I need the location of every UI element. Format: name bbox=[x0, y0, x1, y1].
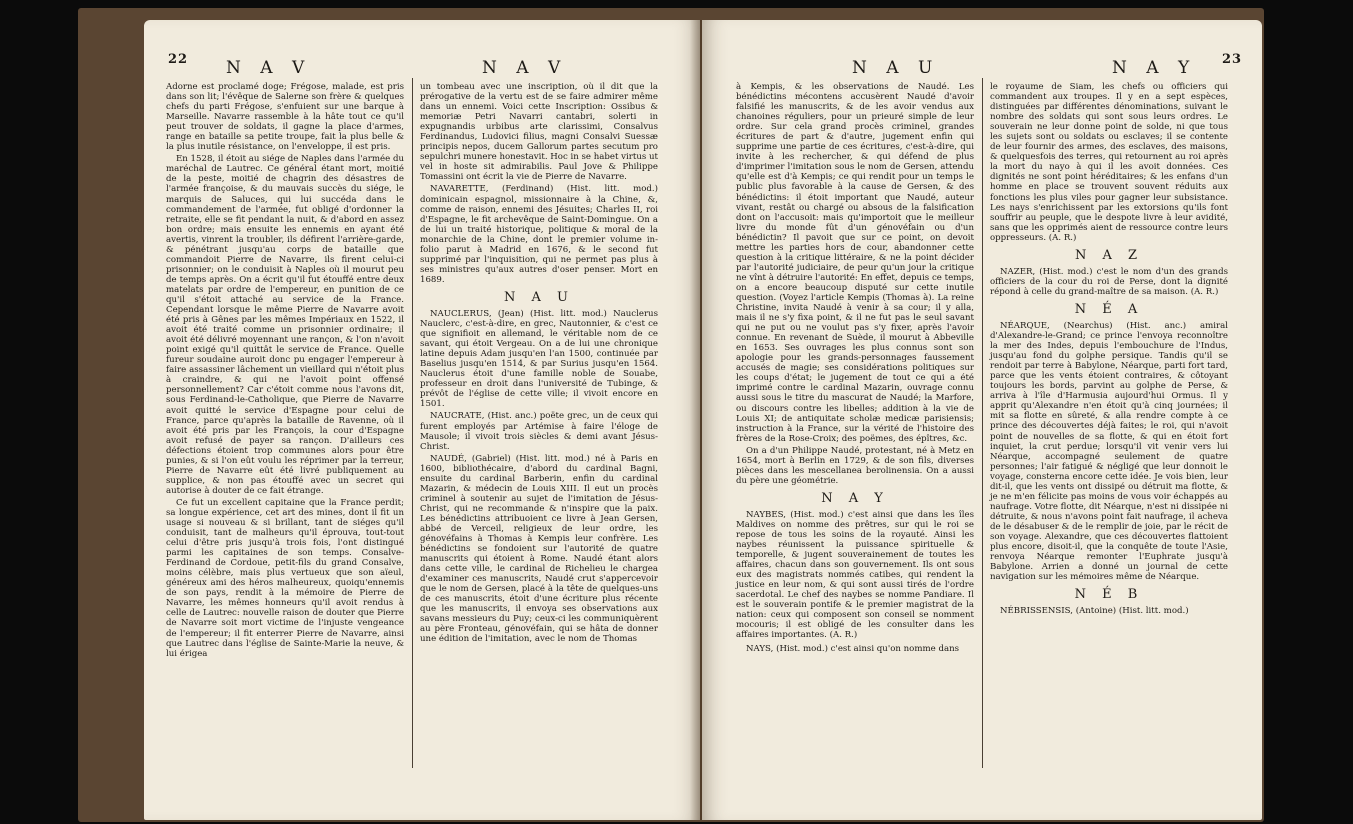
text-column-left bbox=[736, 82, 974, 656]
paragraph: Adorne est proclamé doge; Frégose, malade, est pris dans son lit; l'évêque de Salerne son frère & quelques chefs du parti Frégose, s'enfuient sur une barque à Marseille. Navarre rassemble à la hâte tout ce qu'il peut trouver de soldats, il gagne la place d'armes, range en bataille sa petite troupe, fait la plus belle & la plus inutile résistance, on l'enveloppe, il est pris. bbox=[166, 82, 404, 153]
left-page bbox=[144, 20, 700, 820]
page-number: 22 bbox=[168, 52, 189, 67]
section-heading: N A U bbox=[504, 289, 574, 305]
running-head: N A U bbox=[852, 58, 940, 78]
entry-naybes: NAYBES, (Hist. mod.) c'est ainsi que dans les îles Maldives on nomme des prêtres, sur qui le roi se repose de tous les soins de la royauté. Ainsi les naybes réunissent la puissance spirituelle & temporelle, & jugent souverainement de toutes les affaires, chacun dans son gouvernement. Ils ont sous eux des magistrats nommés catibes, qui rendent la justice en leur nom, & qui sont aussi tirés de l'ordre sacerdotal. Le chef des naybes se nomme Pandiare. Il est le souverain pontife & le premier magistrat de la nation: ceux qui composent son conseil se nomment mocouris; il est obligé de les consulter dans les affaires importantes. (A. R.) bbox=[736, 509, 974, 641]
entry-nays: NAYS, (Hist. mod.) c'est ainsi qu'on nomme dans bbox=[746, 643, 960, 654]
section-heading: N É A bbox=[1074, 301, 1144, 317]
paragraph: un tombeau avec une inscription, où il dit que la prérogative de la vertu est de se faire admirer même dans un ennemi. Voici cette Inscription: Ossibus & memoriæ Petri Navarri cantabri, solerti in expugnandis urbibus arte clarissimi, Consalvus Ferdinandus, Ludovici filius, magni Consalvi Suessæ principis nepos, ducem Gallorum partes secutum pro sepulchri munere honestavit. Hoc in se habet virtus ut vel in hoste sit admirabilis. Paul Jove & Philippe Tomassini ont écrit la vie de Pierre de Navarre. bbox=[420, 82, 658, 183]
paragraph: En 1528, il étoit au siége de Naples dans l'armée du maréchal de Lautrec. Ce général étant mort, moitié de la peste, moitié de chagrin des désastres de l'armée françoise, & du mauvais succès du siége, le marquis de Saluces, qui lui succéda dans le commandement de l'armée, fut obligé d'ordonner la retraite, elle se fit pendant la nuit, & d'abord en assez bon ordre; mais ensuite les ennemis en ayant été avertis, vinrent la troubler, ils défirent l'arrière-garde, & pénétrant jusqu'au corps de bataille que commandoit Pierre de Navarre, ils firent celui-ci prisonnier; on le conduisit à Naples où il mourut peu de temps après. On a écrit qu'il fut étouffé entre deux matelats par ordre de l'empereur, en punition de ce qu'il s'étoit attaché au service de la France. Cependant lorsque le même Pierre de Navarre avoit été pris à Gênes par les mêmes Impériaux en 1522, il avoit été traité comme un prisonnier ordinaire; il avoit été délivré moyennant une rançon, & l'on n'avoit point exigé qu'il quittât le service de France. Quelle fureur soudaine auroit donc pu engager l'empereur à faire assassiner lâchement un vieillard qui n'étoit plus à craindre, & qui ne l'avoit point offensé personnellement? Car c'étoit comme nous l'avons dit, sous Ferdinand-le-Catholique, que Pierre de Navarre avoit quitté le service d'Espagne pour celui de France, parce qu'après la bataille de Ravenne, où il avoit été pris par les François, la cour d'Espagne avoit refusé de payer sa rançon. D'ailleurs ces défections étoient trop communes alors pour être punies, & si l'on eût voulu les réprimer par la terreur, Pierre de Navarre eût été livré publiquement au supplice, & non pas étouffé avec un secret qui autorise à douter de ce fait étrange. bbox=[166, 154, 404, 496]
paragraph: On a d'un Philippe Naudé, protestant, né à Metz en 1654, mort à Berlin en 1729, & de son fils, diverses pièces dans les mescellanea berolinensia. On a aussi du père une géométrie. bbox=[736, 445, 974, 486]
entry-nearque: NÉARQUE, (Nearchus) (Hist. anc.) amiral d'Alexandre-le-Grand; ce prince l'envoya reconnoître la mer des Indes, depuis l'embouchure de l'Indus, jusqu'au fond du golphe persique. Tandis qu'il se rendoit par terre à Babylone, Néarque, parti fort tard, parce que les vents étoient contraires, & côtoyant toujours les bords, parvint au golphe de Perse, & arriva à l'île d'Harmusia aujourd'hui Ormus. Il y apprit qu'Alexandre n'en étoit qu'à cinq journées; il mit sa flotte en sûreté, & alla rendre compte à ce prince des découvertes déjà faites; le roi, qui n'avoit point de nouvelles de sa flotte, & qui en étoit fort inquiet, la crut perdue; lorsqu'il vit venir vers lui Néarque, accompagné seulement de quatre personnes; l'air fatigué & négligé que leur donnoit le voyage, consterna encore cette idée. Je vois bien, leur dit-il, que les vents ont dissipé ou détruit ma flotte, & je ne m'en félicite pas moins de vous voir échappés au naufrage. Votre flotte, dit Néarque, n'est ni dissipée ni détruite, & nous n'avons point fait naufrage, il acheva de le désabuser & de le remplir de joie, par le récit de son voyage. Alexandre, que ces découvertes flattoient plus encore, disoit-il, que la conquête de toute l'Asie, renvoya Néarque remonter l'Euphrate jusqu'à Babylone. Arrien a donné un journal de cette navigation sur les mémoires même de Néarque. bbox=[990, 320, 1228, 583]
section-heading: N A Z bbox=[1074, 247, 1144, 263]
running-head: N A V bbox=[226, 58, 312, 78]
page-number: 23 bbox=[1222, 52, 1243, 67]
book-spread bbox=[78, 8, 1264, 822]
column-rule bbox=[412, 78, 413, 768]
running-head: N A V bbox=[482, 58, 568, 78]
column-rule bbox=[982, 78, 983, 768]
section-heading: N A Y bbox=[821, 490, 889, 506]
running-head: N A Y bbox=[1112, 58, 1197, 78]
paragraph: Ce fut un excellent capitaine que la France perdit; sa longue expérience, cet art des mines, dont il fit un usage si nouveau & si brillant, tant de siéges qu'il conduisit, tant de malheurs qu'il éprouva, tout-tout celui d'être pris jusqu'à trois fois, l'ont distingué parmi les capitaines de son temps. Consalve-Ferdinand de Cordoue, petit-fils du grand Consalve, moins célèbre, mais plus vertueux que son aïeul, généreux ami des héros malheureux, quoiqu'ennemis de son pays, rendit à la mémoire de Pierre de Navarre, les mêmes honneurs qu'il avoit rendus à celle de Lautrec: nouvelle raison de douter que Pierre de Navarre soit mort victime de l'injuste vengeance de l'empereur; il fit enterrer Pierre de Navarre, ainsi que Lautrec dans l'église de Sainte-Marie la neuve, & lui érigea bbox=[166, 497, 404, 659]
text-column-left bbox=[166, 82, 404, 661]
entry-naude: NAUDÉ, (Gabriel) (Hist. litt. mod.) né à Paris en 1600, bibliothécaire, d'abord du cardinal Bagni, ensuite du cardinal Barberin, enfin du cardinal Mazarin, & médecin de Louis XIII. Il eut un procès criminel à soutenir au sujet de l'imitation de Jésus-Christ, qui ne recommande & n'inspire que la paix. Les bénédictins attribuoient ce livre à Jean Gersen, abbé de Verceil, religieux de leur ordre, les génovéfains à Thomas à Kempis leur confrère. Les bénédictins se fondoient sur l'autorité de quatre manuscrits qui étoient à Rome. Naudé étant alors dans cette ville, le cardinal de Richelieu le chargea d'examiner ces manuscrits, Naudé crut s'appercevoir que le nom de Gersen, placé à la tête de quelques-uns de ces manuscrits, étoit d'une écriture plus récente que les manuscrits, il envoya ses observations aux savans messieurs du Puy; ceux-ci les communiquèrent au père Fronteau, génovéfain, qui se hâta de donner une édition de l'imitation, avec le nom de Thomas bbox=[420, 453, 658, 645]
entry-nauclerus: NAUCLERUS, (Jean) (Hist. litt. mod.) Nauclerus Nauclerc, c'est-à-dire, en grec, Nautonnier, & c'est ce que signifioit en allemand, le véritable nom de ce savant, qui étoit Vergeau. On a de lui une chronique latine depuis Adam jusqu'en l'an 1500, continuée par Baselius jusqu'en 1514, & par Surius jusqu'en 1564. Nauclerus étoit d'une famille noble de Souabe, professeur en droit dans l'université de Tubinge, & prévôt de l'église de cette ville; il vivoit encore en 1501. bbox=[420, 308, 658, 410]
text-column-right bbox=[420, 82, 658, 647]
entry-nebrissensis: NÉBRISSENSIS, (Antoine) (Hist. litt. mod.) bbox=[1000, 606, 1189, 617]
text-column-right bbox=[990, 82, 1228, 618]
paragraph: le royaume de Siam, les chefs ou officiers qui commandent aux troupes. Il y en a sept espèces, distinguées par différentes dénominations, suivant le nombre des soldats qui sont sous leurs ordres. Le souverain ne leur donne point de solde, ni que tous les sujets sont ou soldats ou esclaves; il se contente de leur fournir des armes, des esclaves, des maisons, & quelquesfois des terres, qui retournent au roi après la mort du nayo à qui il les avoit données. Ces dignités ne sont point héréditaires; & les enfans d'un homme en place se trouvent souvent réduits aux fonctions les plus viles pour gagner leur subsistance. Les nays s'enrichissent par les extorsions qu'ils font souffrir au peuple, que le despote livre à leur avidité, sans que les opprimés aient de ressource contre leurs oppresseurs. (A. R.) bbox=[990, 82, 1228, 243]
entry-nazer: NAZER, (Hist. mod.) c'est le nom d'un des grands officiers de la cour du roi de Perse, dont la dignité répond à celle du grand-maître de sa maison. (A. R.) bbox=[990, 266, 1228, 297]
right-page bbox=[702, 20, 1262, 820]
paragraph: à Kempis, & les observations de Naudé. Les bénédictins mécontens accusèrent Naudé d'avoir falsifié les manuscrits, & de les avoir vendus aux chanoines réguliers, pour un prieuré simple de leur ordre. Sur cela grand procès criminel, grandes écritures de part & d'autre, jugement enfin qui supprime une partie de ces écritures, c'est-à-dire, qui invite à les rechercher, & qui défend de plus d'imprimer l'imitation sous le nom de Gersen, attendu qu'elle est d'à Kempis; ce qui rendit pour un temps le public plus favorable à la cause de Gersen, & des bénédictins: il étoit important que Naudé, auteur vivant, restât ou chargé ou absous de la falsification dont on l'accusoit: mais qu'importoit que le meilleur livre du monde fût d'un génovéfain ou d'un bénédictin? Il pavoit que sur ce point, on devoit mettre les parties hors de cour, abandonner cette question à la critique littéraire, & ne la point décider par l'autorité judiciaire, de peur qu'un jour la critique ne vînt à détruire l'autorité: En effet, depuis ce temps, on a encore beaucoup disputé sur cette inutile question. (Voyez l'article Kempis (Thomas à). La reine Christine, invita Naudé à venir à sa cour; il y alla, mais il ne s'y fixa point, & il ne fut pas le seul savant qui ne put ou ne voulut pas s'y fixer, après l'avoir connue. En revenant de Suède, il mourut à Abbeville en 1653. Ses ouvrages les plus connus sont son apologie pour les grands-personnages faussement accusés de magie; ses considérations politiques sur les coups d'état; le jugement de tout ce qui a été imprimé contre le cardinal Mazarin, ouvrage connu aussi sous le titre du mascurat de Naudé; la Marfore, ou discours contre les libelles; addition à la vie de Louis XI; de antiquitate scholæ medicæ parisiensis; instruction à la France, sur la vérité de l'histoire des frères de la Rose-Croix; des poëmes, des épîtres, &c. bbox=[736, 82, 974, 444]
section-heading: N É B bbox=[1074, 587, 1144, 603]
entry-navarette: NAVARETTE, (Ferdinand) (Hist. litt. mod.) dominicain espagnol, missionnaire à la Chine, &, comme de raison, ennemi des Jésuites; Charles II, roi d'Espagne, le fit archevêque de Saint-Domingue. On a de lui un traité historique, politique & moral de la monarchie de la Chine, dont le premier volume in-folio parut à Madrid en 1676, & le second fut supprimé par l'inquisition, qui ne permet pas plus à ses ministres qu'aux autres d'oser penser. Mort en 1689. bbox=[420, 184, 658, 285]
entry-naucrate: NAUCRATE, (Hist. anc.) poëte grec, un de ceux qui furent employés par Artémise à faire l'éloge de Mausole; il vivoit trois siècles & demi avant Jésus-Christ. bbox=[420, 411, 658, 452]
